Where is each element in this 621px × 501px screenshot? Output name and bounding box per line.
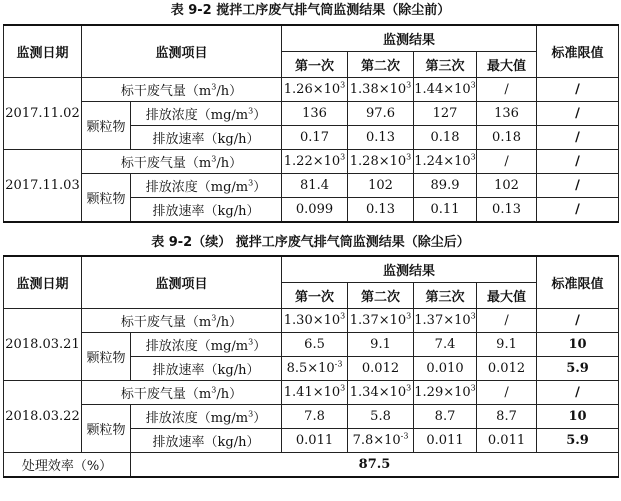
- cell-conc-label: [131, 174, 282, 198]
- cell-rate-value: [282, 429, 348, 453]
- cell-date: 2018.03.22: [4, 381, 82, 453]
- flow-label-text: 标干废气量（m: [120, 84, 212, 99]
- cell-flow-value: [348, 309, 414, 333]
- cell-flow-value: [348, 381, 414, 405]
- value-base: 7.8×10: [352, 433, 401, 448]
- cell-conc-value: 127: [414, 102, 477, 126]
- value-base: 1.26×10: [283, 82, 341, 97]
- efficiency-label: 处理效率（%）: [4, 453, 131, 478]
- cell-particle-label: 颗粒物: [82, 102, 131, 150]
- value-exponent: 3: [406, 80, 412, 90]
- header-limit: 标准限值: [537, 256, 619, 309]
- value-base: 0.011: [426, 433, 464, 448]
- cell-conc-value: 97.6: [348, 102, 414, 126]
- header-limit: 标准限值: [537, 25, 619, 78]
- conc-label-text: 排放浓度（mg/m: [145, 180, 249, 195]
- table-row: [4, 174, 619, 198]
- value-exponent: 3: [470, 383, 476, 393]
- header-third: 第三次: [414, 52, 477, 78]
- cell-rate-label: 排放速率（kg/h）: [131, 198, 282, 223]
- cell-flow-value: [414, 309, 477, 333]
- table-row: [4, 405, 619, 429]
- table1-pre-dust-removal: [3, 24, 619, 223]
- cell-conc-max: 136: [477, 102, 537, 126]
- value-base: 0.011: [295, 433, 334, 448]
- table-row: [4, 333, 619, 357]
- cell-rate-value: 0.13: [348, 198, 414, 223]
- value-base: 1.28×10: [349, 154, 407, 169]
- cell-flow-max: /: [477, 78, 537, 102]
- cell-conc-label: [131, 102, 282, 126]
- cell-conc-max: 102: [477, 174, 537, 198]
- cell-flow-value: [282, 78, 348, 102]
- conc-label-tail: ）: [253, 180, 267, 195]
- cell-rate-label: 排放速率（kg/h）: [131, 357, 282, 381]
- cell-rate-value: 0.13: [348, 126, 414, 150]
- header-item: 监测项目: [82, 25, 282, 78]
- cell-conc-limit: /: [537, 102, 619, 126]
- table-row: [4, 78, 619, 102]
- cell-rate-value: 0.18: [414, 126, 477, 150]
- value-base: 0.012: [361, 361, 400, 376]
- cell-rate-value: 0.17: [282, 126, 348, 150]
- table-row: [4, 150, 619, 174]
- cell-conc-value: 7.4: [414, 333, 477, 357]
- cell-flow-max: /: [477, 150, 537, 174]
- cell-flow-label: [82, 381, 282, 405]
- flow-label-sup: 3: [211, 385, 217, 395]
- cell-rate-value: [348, 429, 414, 453]
- value-exponent: 3: [406, 152, 412, 162]
- value-exponent: 3: [406, 311, 412, 321]
- conc-label-text: 排放浓度（mg/m: [145, 339, 249, 354]
- cell-flow-value: [282, 309, 348, 333]
- value-base: 1.41×10: [283, 385, 341, 400]
- cell-rate-value: [282, 357, 348, 381]
- value-base: 1.30×10: [283, 313, 341, 328]
- efficiency-value: 87.5: [131, 453, 619, 478]
- cell-flow-label: [82, 309, 282, 333]
- cell-rate-limit: /: [537, 198, 619, 223]
- cell-rate-value: [348, 357, 414, 381]
- cell-date: 2018.03.21: [4, 309, 82, 381]
- cell-conc-limit: /: [537, 174, 619, 198]
- table-row: [4, 102, 619, 126]
- conc-label-text: 排放浓度（mg/m: [145, 108, 249, 123]
- flow-label-tail: /h）: [216, 84, 243, 99]
- cell-conc-value: 5.8: [348, 405, 414, 429]
- cell-conc-max: 9.1: [477, 333, 537, 357]
- cell-particle-label: 颗粒物: [82, 333, 131, 381]
- cell-flow-value: [348, 78, 414, 102]
- flow-label-sup: 3: [211, 154, 217, 164]
- value-exponent: 3: [340, 383, 346, 393]
- value-exponent: -3: [400, 431, 409, 441]
- table2-post-dust-removal: [3, 255, 619, 478]
- cell-flow-label: [82, 78, 282, 102]
- cell-flow-value: [348, 150, 414, 174]
- table-row: [4, 309, 619, 333]
- value-base: 1.44×10: [414, 82, 471, 97]
- cell-conc-value: 136: [282, 102, 348, 126]
- cell-flow-value: [282, 150, 348, 174]
- cell-flow-value: [414, 381, 477, 405]
- conc-label-tail: ）: [253, 411, 267, 426]
- conc-label-sup: 3: [248, 409, 254, 419]
- cell-particle-label: 颗粒物: [82, 405, 131, 453]
- table1-caption: 表 9-2 搅拌工序废气排气筒监测结果（除尘前）: [170, 3, 451, 18]
- cell-conc-value: 81.4: [282, 174, 348, 198]
- cell-rate-limit: 5.9: [537, 429, 619, 453]
- cell-rate-value: 0.11: [414, 198, 477, 223]
- value-exponent: 3: [340, 311, 346, 321]
- cell-conc-label: [131, 405, 282, 429]
- header-first: 第一次: [282, 283, 348, 309]
- flow-label-sup: 3: [211, 82, 217, 92]
- cell-particle-label: 颗粒物: [82, 174, 131, 223]
- cell-conc-value: 6.5: [282, 333, 348, 357]
- value-base: 1.37×10: [414, 313, 471, 328]
- cell-conc-value: 7.8: [282, 405, 348, 429]
- cell-rate-max: 0.13: [477, 198, 537, 223]
- table2-caption: 表 9-2（续） 搅拌工序废气排气筒监测结果（除尘后）: [151, 235, 470, 250]
- conc-label-sup: 3: [248, 178, 254, 188]
- value-base: 0.010: [426, 361, 464, 376]
- cell-rate-limit: /: [537, 126, 619, 150]
- value-base: 8.5×10: [286, 361, 335, 376]
- header-result: 监测结果: [282, 25, 537, 52]
- value-exponent: 3: [470, 80, 476, 90]
- conc-label-tail: ）: [253, 339, 267, 354]
- cell-date: 2017.11.03: [4, 150, 82, 223]
- header-first: 第一次: [282, 52, 348, 78]
- cell-rate-label: 排放速率（kg/h）: [131, 429, 282, 453]
- cell-rate-value: [414, 429, 477, 453]
- cell-rate-max: 0.012: [477, 357, 537, 381]
- cell-flow-label: [82, 150, 282, 174]
- cell-conc-limit: 10: [537, 333, 619, 357]
- value-exponent: 3: [470, 152, 476, 162]
- value-base: 1.37×10: [349, 313, 407, 328]
- header-second: 第二次: [348, 52, 414, 78]
- value-exponent: -3: [334, 359, 343, 369]
- cell-conc-limit: 10: [537, 405, 619, 429]
- cell-rate-limit: 5.9: [537, 357, 619, 381]
- cell-conc-value: 9.1: [348, 333, 414, 357]
- header-result: 监测结果: [282, 256, 537, 283]
- flow-label-tail: /h）: [216, 156, 243, 171]
- value-base: 1.22×10: [283, 154, 341, 169]
- header-third: 第三次: [414, 283, 477, 309]
- value-exponent: 3: [340, 80, 346, 90]
- cell-rate-label: 排放速率（kg/h）: [131, 126, 282, 150]
- cell-flow-max: /: [477, 381, 537, 405]
- conc-label-sup: 3: [248, 106, 254, 116]
- cell-flow-limit: /: [537, 309, 619, 333]
- cell-date: 2017.11.02: [4, 78, 82, 150]
- flow-label-tail: /h）: [216, 387, 243, 402]
- cell-conc-value: 8.7: [414, 405, 477, 429]
- cell-conc-max: 8.7: [477, 405, 537, 429]
- value-exponent: 3: [340, 152, 346, 162]
- cell-flow-max: /: [477, 309, 537, 333]
- cell-rate-value: [414, 357, 477, 381]
- value-base: 1.38×10: [349, 82, 407, 97]
- cell-rate-max: 0.18: [477, 126, 537, 150]
- cell-conc-value: 102: [348, 174, 414, 198]
- header-max: 最大值: [477, 52, 537, 78]
- cell-flow-value: [414, 150, 477, 174]
- header-date: 监测日期: [4, 25, 82, 78]
- cell-conc-value: 89.9: [414, 174, 477, 198]
- flow-label-text: 标干废气量（m: [120, 315, 212, 330]
- table-row: [4, 381, 619, 405]
- header-date: 监测日期: [4, 256, 82, 309]
- flow-label-tail: /h）: [216, 315, 243, 330]
- cell-conc-label: [131, 333, 282, 357]
- cell-flow-limit: /: [537, 78, 619, 102]
- cell-flow-limit: /: [537, 381, 619, 405]
- value-base: 1.24×10: [414, 154, 471, 169]
- flow-label-text: 标干废气量（m: [120, 387, 212, 402]
- cell-flow-value: [282, 381, 348, 405]
- value-base: 1.34×10: [349, 385, 407, 400]
- conc-label-sup: 3: [248, 337, 254, 347]
- header-item: 监测项目: [82, 256, 282, 309]
- value-exponent: 3: [406, 383, 412, 393]
- cell-flow-limit: /: [537, 150, 619, 174]
- header-max: 最大值: [477, 283, 537, 309]
- cell-rate-max: 0.011: [477, 429, 537, 453]
- conc-label-text: 排放浓度（mg/m: [145, 411, 249, 426]
- cell-rate-value: 0.099: [282, 198, 348, 223]
- flow-label-sup: 3: [211, 313, 217, 323]
- conc-label-tail: ）: [253, 108, 267, 123]
- flow-label-text: 标干废气量（m: [120, 156, 212, 171]
- cell-flow-value: [414, 78, 477, 102]
- value-base: 1.29×10: [414, 385, 471, 400]
- header-second: 第二次: [348, 283, 414, 309]
- value-exponent: 3: [470, 311, 476, 321]
